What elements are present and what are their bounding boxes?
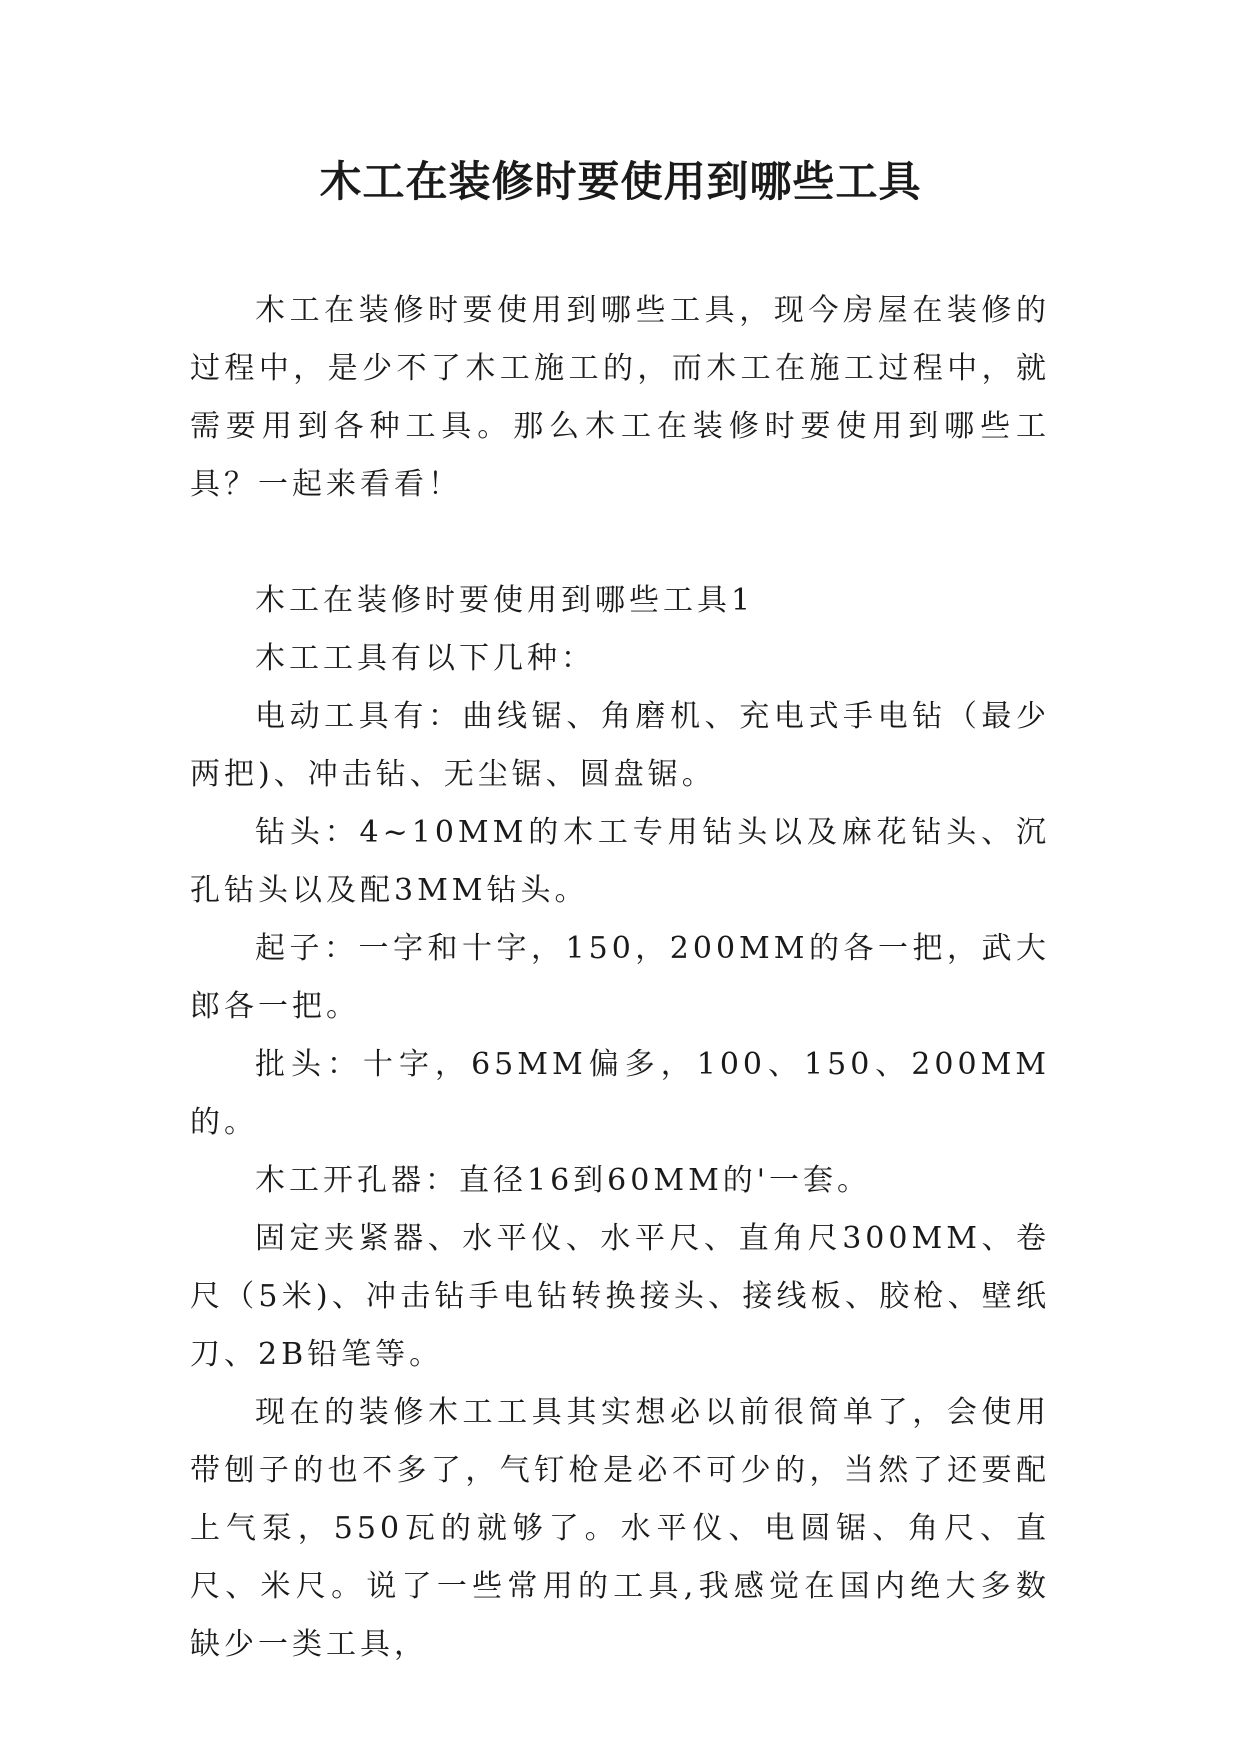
paragraph: 固定夹紧器、水平仪、水平尺、直角尺300MM、卷尺（5米)、冲击钻手电钻转换接头、接线板、胶枪、壁纸刀、2B铅笔等。 <box>190 1221 1050 1372</box>
intro-paragraph: 木工在装修时要使用到哪些工具，现今房屋在装修的过程中，是少不了木工施工的，而木工在施工过程中，就需要用到各种工具。那么木工在装修时要使用到哪些工具？一起来看看！ <box>190 293 1050 502</box>
paragraph: 木工工具有以下几种： <box>255 641 595 676</box>
paragraph: 现在的装修木工工具其实想必以前很简单了，会使用带刨子的也不多了，气钉枪是必不可少的，当然了还要配上气泵，550瓦的就够了。水平仪、电圆锯、角尺、直尺、米尺。说了一些常用的工具,我感觉在国内绝大多数缺少一类工具， <box>190 1395 1050 1662</box>
paragraph: 批头：十字，65MM偏多，100、150、200MM的。 <box>190 1047 1050 1140</box>
paragraph: 钻头：4~10MM的木工专用钻头以及麻花钻头、沉孔钻头以及配3MM钻头。 <box>190 815 1050 908</box>
document-body <box>190 282 1050 1674</box>
paragraph: 木工开孔器：直径16到60MM的'一套。 <box>255 1163 872 1198</box>
section-heading: 木工在装修时要使用到哪些工具1 <box>255 583 755 618</box>
paragraph: 起子：一字和十字，150，200MM的各一把，武大郎各一把。 <box>190 931 1050 1024</box>
paragraph: 电动工具有：曲线锯、角磨机、充电式手电钻（最少两把)、冲击钻、无尘锯、圆盘锯。 <box>190 699 1050 792</box>
document-title: 木工在装修时要使用到哪些工具 <box>319 157 922 206</box>
